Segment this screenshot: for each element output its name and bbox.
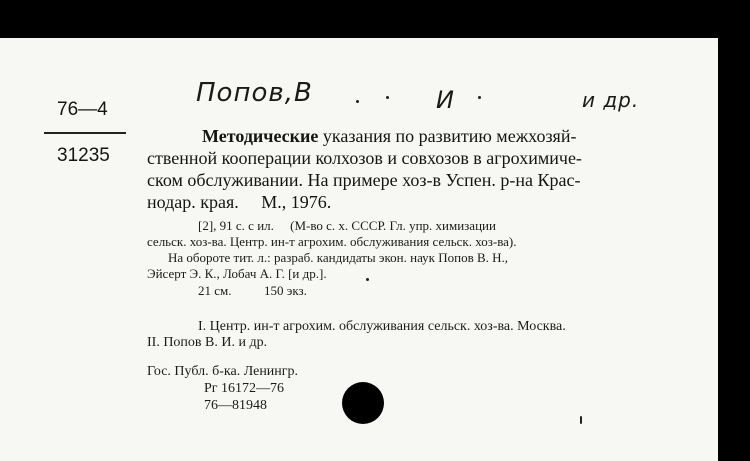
- ink-speck: [386, 96, 389, 99]
- ink-speck: [356, 100, 359, 103]
- ink-speck: [366, 278, 369, 281]
- ink-speck: [580, 416, 582, 424]
- title-line-2: ственной кооперации колхозов и совхозов в агрохимиче-: [147, 148, 582, 168]
- title-line-1-text: указания по развитию межхозяй-: [322, 126, 577, 146]
- handwritten-initial: И: [436, 86, 455, 114]
- catalog-card: [0, 38, 718, 461]
- ink-speck: [478, 96, 481, 99]
- handwritten-author: Попов,В: [196, 78, 313, 108]
- tracing-line-1: I. Центр. ин-т агрохим. обслуживания сельск. хоз-ва. Москва.: [198, 319, 566, 334]
- call-number-divider: [44, 132, 126, 134]
- call-number-top: 76—4: [57, 99, 108, 120]
- library-reg-number: Рг 16172—76: [204, 381, 285, 396]
- library-card-number: 76—81948: [204, 398, 267, 413]
- handwritten-et-al: и др.: [582, 88, 640, 112]
- title-line-1: [202, 126, 576, 147]
- title-line-3: ском обслуживании. На примере хоз-в Успен. р-на Крас-: [147, 170, 581, 190]
- library-name: Гос. Публ. б-ка. Ленингр.: [147, 364, 299, 379]
- title-line-4: нодар. края. М., 1976.: [147, 192, 332, 212]
- desc-line-4: Эйсерт Э. К., Лобач А. Г. [и др.].: [147, 266, 327, 281]
- title-bold: Методические: [202, 126, 319, 146]
- desc-line-5: 21 см. 150 экз.: [198, 283, 307, 298]
- desc-line-3: На обороте тит. л.: разраб. кандидаты экон. наук Попов В. Н.,: [168, 250, 509, 265]
- punch-hole: [342, 382, 384, 424]
- desc-line-1: [2], 91 с. с ил. (М-во с. х. СССР. Гл. упр. химизации: [198, 218, 496, 233]
- call-number-bottom: 31235: [57, 145, 110, 166]
- tracing-line-2: II. Попов В. И. и др.: [147, 335, 268, 350]
- desc-line-2: сельск. хоз-ва. Центр. ин-т агрохим. обслуживания сельск. хоз-ва).: [147, 234, 517, 249]
